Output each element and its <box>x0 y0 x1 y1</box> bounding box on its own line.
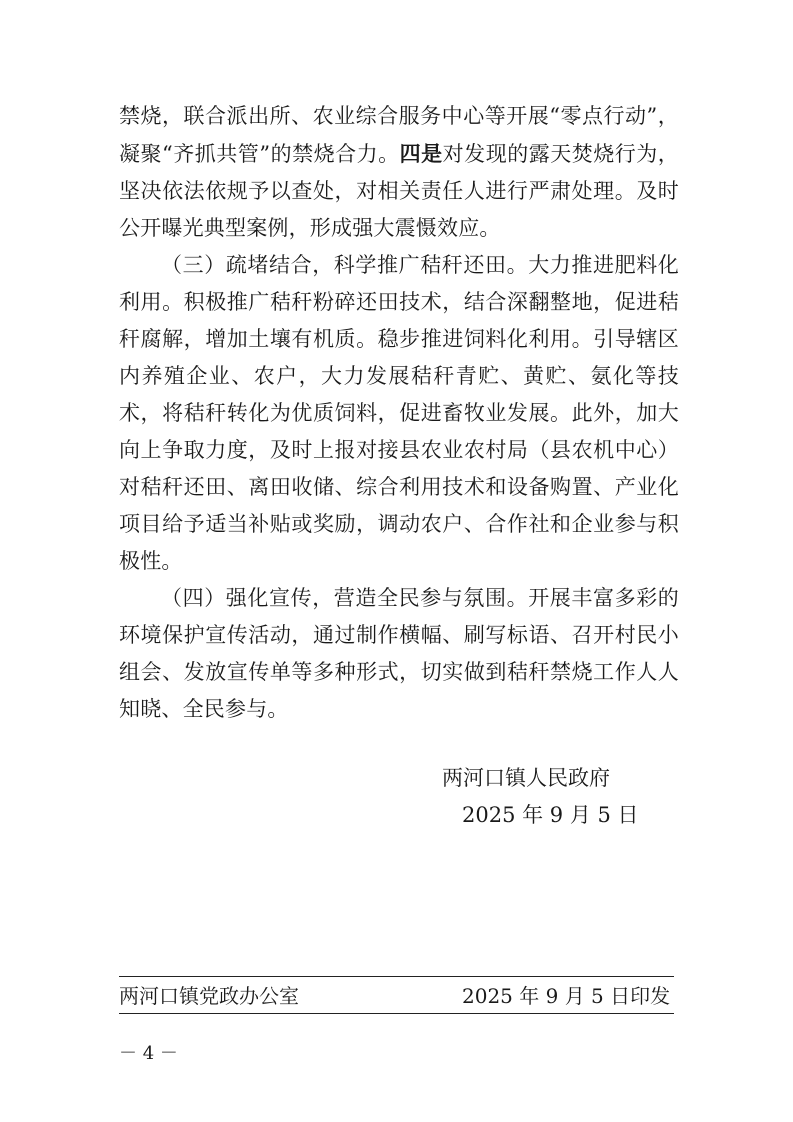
bold-lead-siis: 四是 <box>399 141 443 166</box>
paragraph-section-four <box>119 580 679 728</box>
paragraph-text: 对发现的露天焚烧行为，坚决依法依规予以查处，对相关责任人进行严肃处理。及时公开曝光典型案例，形成强大震慑效应。 <box>119 142 679 240</box>
footer-issued-date: 2025 年 9 月 5 日印发 <box>462 984 671 1008</box>
document-body <box>119 98 679 728</box>
paragraph-text: 禁烧，联合派出所、农业综合服务中心等开展“零点行动”，凝聚“齐抓共管”的禁烧合力。 <box>119 104 679 166</box>
section-heading-three: （三）疏堵结合，科学推广秸秆还田。 <box>161 253 529 277</box>
footer-rule-top <box>119 976 674 977</box>
signature-organization: 两河口镇人民政府 <box>442 766 610 790</box>
paragraph-text: 大力推进肥料化利用。积极推广秸秆粉碎还田技术，结合深翻整地，促进秸秆腐解，增加土壤有机质。稳步推进饲料化利用。引导辖区内养殖企业、农户，大力发展秸秆青贮、黄贮、氨化等技术，将秸秆转化为优质饲料，促进畜牧业发展。此外，加大向上争取力度，及时上报对接县农业农村局（县农机中心）对秸秆还田、离田收储、综合利用技术和设备购置、产业化项目给予适当补贴或奖励，调动农户、合作社和企业参与积极性。 <box>119 253 679 573</box>
page-number: － 4 － <box>119 1043 178 1064</box>
signature-date: 2025 年 9 月 5 日 <box>462 803 639 827</box>
footer-issuer: 两河口镇党政办公室 <box>119 984 299 1008</box>
paragraph-text: 开展丰富多彩的环境保护宣传活动，通过制作横幅、刷写标语、召开村民小组会、发放宣传单等多种形式，切实做到秸秆禁烧工作人人知晓、全民参与。 <box>119 586 679 721</box>
section-heading-four: （四）强化宣传，营造全民参与氛围。 <box>161 586 529 610</box>
paragraph-enforcement <box>119 98 679 247</box>
paragraph-section-three <box>119 247 679 580</box>
footer-rule-bottom <box>119 1013 674 1014</box>
